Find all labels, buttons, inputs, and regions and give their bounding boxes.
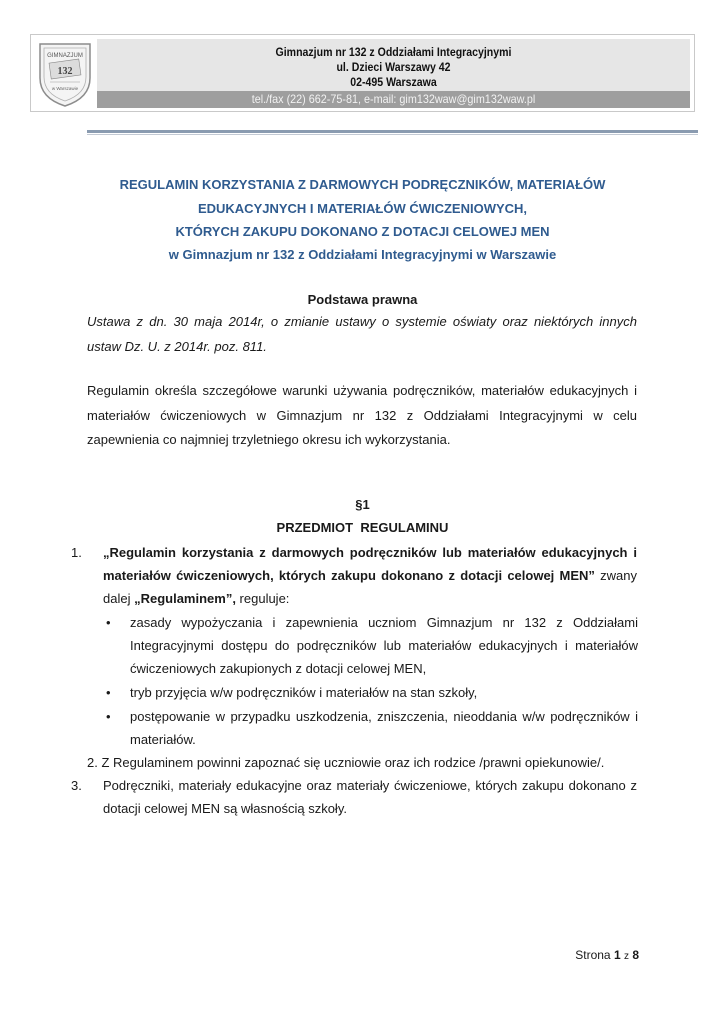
header-divider [87, 130, 698, 133]
list-item-3 [71, 774, 637, 820]
list-item-3-text: Podręczniki, materiały edukacyjne oraz materiały ćwiczeniowe, których zakupu dokonano z dotacji celowej MEN są własnością szkoły. [103, 778, 637, 816]
regulation-full-name: „Regulamin korzystania z darmowych podręczników lub materiałów edukacyjnych i materiałów ćwiczeniowych, których zakupu dokonano z dotacji celowej MEN” [103, 545, 637, 583]
logo-text-bottom: w Warszawie [51, 86, 79, 91]
page-label: Strona [575, 948, 611, 962]
list-item-2: 2. Z Regulaminem powinni zapoznać się uczniowie oraz ich rodzice /prawni opiekunowie/. [87, 755, 605, 770]
legal-basis-text [87, 310, 637, 359]
bullet-icon: • [106, 615, 111, 630]
logo-number: 132 [57, 66, 73, 77]
school-contact: tel./fax (22) 662-75-81, e-mail: gim132waw@gim132waw.pl [251, 92, 536, 106]
list-item-1 [71, 541, 638, 610]
page-current: 1 [613, 948, 621, 962]
page-total: 8 [632, 948, 639, 962]
bullet-item [106, 705, 638, 751]
intro-paragraph: Regulamin określa szczegółowe warunki używania podręczników, materiałów edukacyjnych i materiałów ćwiczeniowych w Gimnazjum nr 132 z Oddziałami Integracyjnymi w celu zapewnienia co najmniej trzyletniego okresu ich wykorzystania. [87, 383, 637, 447]
logo-text-top: GIMNAZJUM [47, 53, 83, 59]
letterhead-address-panel [97, 39, 690, 91]
bullet-item [106, 611, 638, 680]
bullet-text: zasady wypożyczania i zapewnienia uczniom Gimnazjum nr 132 z Oddziałami Integracyjnymi dostępu do podręczników lub materiałów edukacyjnych i materiałów ćwiczeniowych zakupionych z dotacji celowej MEN, [130, 615, 638, 676]
page-number [575, 948, 639, 962]
school-postal-city: 02-495 Warszawa [350, 75, 437, 89]
regulation-scope-intro: reguluje: [235, 591, 290, 606]
list-item-3-number: 3. [71, 778, 82, 793]
legal-basis-heading: Podstawa prawna [307, 292, 418, 307]
document-title-line-2: EDUKACYJNYCH I MATERIAŁÓW ĆWICZENIOWYCH, [197, 201, 528, 216]
section-number: §1 [355, 497, 370, 512]
section-heading: PRZEDMIOT REGULAMINU [276, 520, 449, 535]
regulation-alias-intro: zwany dalej [103, 568, 638, 606]
document-title-line-1: REGULAMIN KORZYSTANIA Z DARMOWYCH PODRĘCZNIKÓW, MATERIAŁÓW [119, 177, 606, 192]
bullet-text: tryb przyjęcia w/w podręczników i materiałów na stan szkoły, [130, 685, 478, 700]
bullet-item [106, 681, 638, 704]
school-name: Gimnazjum nr 132 z Oddziałami Integracyjnymi [275, 45, 512, 59]
letterhead-contact-bar [97, 91, 690, 108]
bullet-icon: • [106, 685, 111, 700]
list-item-1-number: 1. [71, 545, 82, 560]
page-of: z [623, 951, 629, 962]
regulation-alias: „Regulaminem”, [134, 591, 236, 606]
letterhead [30, 34, 695, 112]
legal-basis-citation: Ustawa z dn. 30 maja 2014r, o zmianie ustawy o systemie oświaty oraz niektórych innych ustaw Dz. U. z 2014r. poz. 811. [87, 314, 637, 354]
bullet-text: postępowanie w przypadku uszkodzenia, zniszczenia, nieoddania w/w podręczników i materiałów. [130, 709, 638, 747]
school-street: ul. Dzieci Warszawy 42 [336, 60, 451, 74]
document-title-line-4: w Gimnazjum nr 132 z Oddziałami Integracyjnymi w Warszawie [168, 247, 557, 262]
document-title-line-3: KTÓRYCH ZAKUPU DOKONANO Z DOTACJI CELOWEJ MEN [175, 224, 550, 239]
bullet-icon: • [106, 709, 111, 724]
header-divider-thin [87, 134, 698, 135]
school-logo [34, 38, 96, 108]
